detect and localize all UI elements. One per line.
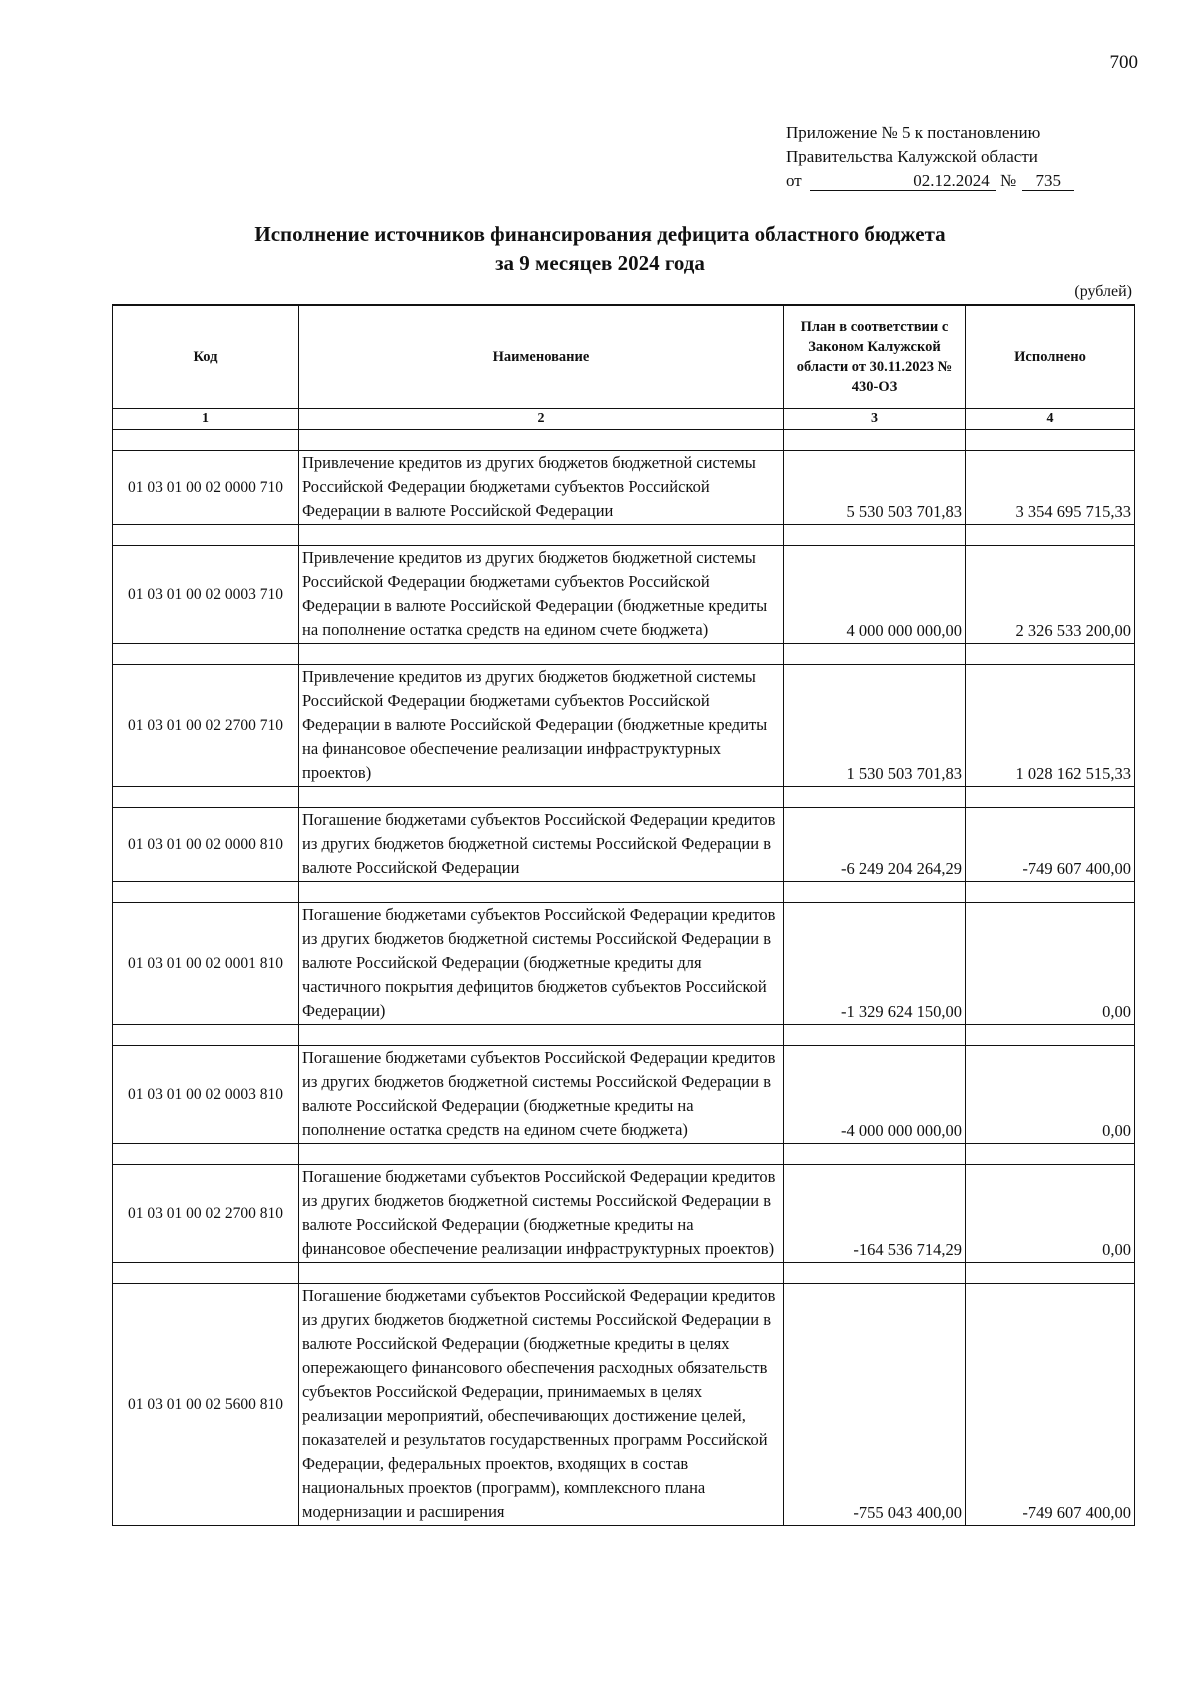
table-row bbox=[113, 808, 1135, 882]
code-cell: 01 03 01 00 02 0001 810 bbox=[113, 903, 299, 1025]
column-number-row bbox=[113, 409, 1135, 430]
executed-amount-cell: 0,00 bbox=[966, 1046, 1135, 1144]
spacer-cell bbox=[113, 882, 299, 903]
column-number: 3 bbox=[784, 409, 966, 430]
appendix-number: 735 bbox=[1022, 171, 1074, 191]
spacer-cell bbox=[113, 430, 299, 451]
appendix-reference bbox=[786, 121, 1074, 193]
plan-amount-cell: -6 249 204 264,29 bbox=[784, 808, 966, 882]
spacer-cell bbox=[299, 644, 784, 665]
name-cell: Привлечение кредитов из других бюджетов бюджетной системы Российской Федерации бюджетами субъектов Российской Федерации в валюте Российской Федерации bbox=[299, 451, 784, 525]
spacer-cell bbox=[113, 1263, 299, 1284]
code-cell: 01 03 01 00 02 0003 810 bbox=[113, 1046, 299, 1144]
executed-amount-cell: -749 607 400,00 bbox=[966, 808, 1135, 882]
spacer-cell bbox=[113, 1025, 299, 1046]
executed-amount-cell: 0,00 bbox=[966, 1165, 1135, 1263]
title-line-2: за 9 месяцев 2024 года bbox=[495, 251, 705, 275]
spacer-cell bbox=[784, 430, 966, 451]
table-row bbox=[113, 1284, 1135, 1526]
title-line-1: Исполнение источников финансирования дефицита областного бюджета bbox=[254, 222, 946, 246]
spacer-row bbox=[113, 1025, 1135, 1046]
spacer-cell bbox=[299, 787, 784, 808]
appendix-line-3 bbox=[786, 169, 1074, 193]
appendix-line-2: Правительства Калужской области bbox=[786, 147, 1038, 166]
spacer-cell bbox=[299, 1144, 784, 1165]
column-number: 2 bbox=[299, 409, 784, 430]
table-row bbox=[113, 665, 1135, 787]
code-cell: 01 03 01 00 02 0000 710 bbox=[113, 451, 299, 525]
header-code: Код bbox=[113, 305, 299, 409]
spacer-cell bbox=[966, 787, 1135, 808]
appendix-line-1: Приложение № 5 к постановлению bbox=[786, 123, 1041, 142]
header-executed: Исполнено bbox=[966, 305, 1135, 409]
column-number: 1 bbox=[113, 409, 299, 430]
table-row bbox=[113, 903, 1135, 1025]
spacer-row bbox=[113, 1263, 1135, 1284]
document-title bbox=[0, 220, 1200, 278]
spacer-cell bbox=[299, 430, 784, 451]
name-cell: Погашение бюджетами субъектов Российской Федерации кредитов из других бюджетов бюджетной системы Российской Федерации в валюте Российской Федерации (бюджетные кредиты для частичного покрытия дефицитов бюджетов субъектов Российской Федерации) bbox=[299, 903, 784, 1025]
name-cell: Погашение бюджетами субъектов Российской Федерации кредитов из других бюджетов бюджетной системы Российской Федерации в валюте Российской Федерации bbox=[299, 808, 784, 882]
spacer-cell bbox=[784, 1025, 966, 1046]
executed-amount-cell: -749 607 400,00 bbox=[966, 1284, 1135, 1526]
table-row bbox=[113, 451, 1135, 525]
code-cell: 01 03 01 00 02 2700 710 bbox=[113, 665, 299, 787]
executed-amount-cell: 3 354 695 715,33 bbox=[966, 451, 1135, 525]
executed-amount-cell: 0,00 bbox=[966, 903, 1135, 1025]
spacer-cell bbox=[113, 644, 299, 665]
plan-amount-cell: -755 043 400,00 bbox=[784, 1284, 966, 1526]
spacer-cell bbox=[299, 1025, 784, 1046]
name-cell: Погашение бюджетами субъектов Российской Федерации кредитов из других бюджетов бюджетной системы Российской Федерации в валюте Российской Федерации (бюджетные кредиты в целях опережающего финансового обеспечения расходных обязательств субъектов Российской Федерации, принимаемых в целях реализации мероприятий, обеспечивающих достижение целей, показателей и результатов государственных программ Российской Федерации, федеральных проектов, входящих в состав национальных проектов (программ), комплексного плана модернизации и расширения bbox=[299, 1284, 784, 1526]
spacer-row bbox=[113, 525, 1135, 546]
spacer-cell bbox=[784, 787, 966, 808]
plan-amount-cell: 4 000 000 000,00 bbox=[784, 546, 966, 644]
spacer-cell bbox=[113, 525, 299, 546]
executed-amount-cell: 2 326 533 200,00 bbox=[966, 546, 1135, 644]
spacer-cell bbox=[299, 525, 784, 546]
spacer-cell bbox=[113, 787, 299, 808]
spacer-row bbox=[113, 644, 1135, 665]
spacer-cell bbox=[299, 882, 784, 903]
header-name: Наименование bbox=[299, 305, 784, 409]
spacer-cell bbox=[784, 1144, 966, 1165]
spacer-cell bbox=[966, 430, 1135, 451]
spacer-cell bbox=[966, 1263, 1135, 1284]
spacer-row bbox=[113, 1144, 1135, 1165]
financing-sources-table bbox=[112, 304, 1135, 1526]
spacer-cell bbox=[966, 1144, 1135, 1165]
table-row bbox=[113, 1046, 1135, 1144]
spacer-cell bbox=[299, 1263, 784, 1284]
appendix-date: 02.12.2024 bbox=[810, 171, 996, 191]
name-cell: Погашение бюджетами субъектов Российской Федерации кредитов из других бюджетов бюджетной системы Российской Федерации в валюте Российской Федерации (бюджетные кредиты на пополнение остатка средств на едином счете бюджета) bbox=[299, 1046, 784, 1144]
spacer-cell bbox=[966, 1025, 1135, 1046]
plan-amount-cell: 5 530 503 701,83 bbox=[784, 451, 966, 525]
spacer-row bbox=[113, 430, 1135, 451]
spacer-row bbox=[113, 882, 1135, 903]
spacer-row bbox=[113, 787, 1135, 808]
code-cell: 01 03 01 00 02 2700 810 bbox=[113, 1165, 299, 1263]
spacer-cell bbox=[784, 882, 966, 903]
name-cell: Погашение бюджетами субъектов Российской Федерации кредитов из других бюджетов бюджетной системы Российской Федерации в валюте Российской Федерации (бюджетные кредиты на финансовое обеспечение реализации инфраструктурных проектов) bbox=[299, 1165, 784, 1263]
spacer-cell bbox=[966, 882, 1135, 903]
appendix-from-label: от bbox=[786, 171, 802, 190]
table-header bbox=[113, 305, 1135, 409]
header-plan: План в соответствии с Законом Калужской области от 30.11.2023 № 430-ОЗ bbox=[784, 305, 966, 409]
units-label: (рублей) bbox=[1074, 283, 1132, 300]
code-cell: 01 03 01 00 02 0000 810 bbox=[113, 808, 299, 882]
spacer-cell bbox=[966, 644, 1135, 665]
table-body bbox=[113, 409, 1135, 1526]
column-number: 4 bbox=[966, 409, 1135, 430]
spacer-cell bbox=[784, 644, 966, 665]
plan-amount-cell: -4 000 000 000,00 bbox=[784, 1046, 966, 1144]
appendix-number-label: № bbox=[999, 171, 1017, 190]
spacer-cell bbox=[784, 525, 966, 546]
name-cell: Привлечение кредитов из других бюджетов бюджетной системы Российской Федерации бюджетами субъектов Российской Федерации в валюте Российской Федерации (бюджетные кредиты на финансовое обеспечение реализации инфраструктурных проектов) bbox=[299, 665, 784, 787]
plan-amount-cell: -1 329 624 150,00 bbox=[784, 903, 966, 1025]
executed-amount-cell: 1 028 162 515,33 bbox=[966, 665, 1135, 787]
code-cell: 01 03 01 00 02 5600 810 bbox=[113, 1284, 299, 1526]
table-row bbox=[113, 1165, 1135, 1263]
table-row bbox=[113, 546, 1135, 644]
plan-amount-cell: 1 530 503 701,83 bbox=[784, 665, 966, 787]
spacer-cell bbox=[784, 1263, 966, 1284]
spacer-cell bbox=[966, 525, 1135, 546]
plan-amount-cell: -164 536 714,29 bbox=[784, 1165, 966, 1263]
page-number: 700 bbox=[1109, 52, 1138, 73]
code-cell: 01 03 01 00 02 0003 710 bbox=[113, 546, 299, 644]
name-cell: Привлечение кредитов из других бюджетов бюджетной системы Российской Федерации бюджетами субъектов Российской Федерации в валюте Российской Федерации (бюджетные кредиты на пополнение остатка средств на едином счете бюджета) bbox=[299, 546, 784, 644]
spacer-cell bbox=[113, 1144, 299, 1165]
